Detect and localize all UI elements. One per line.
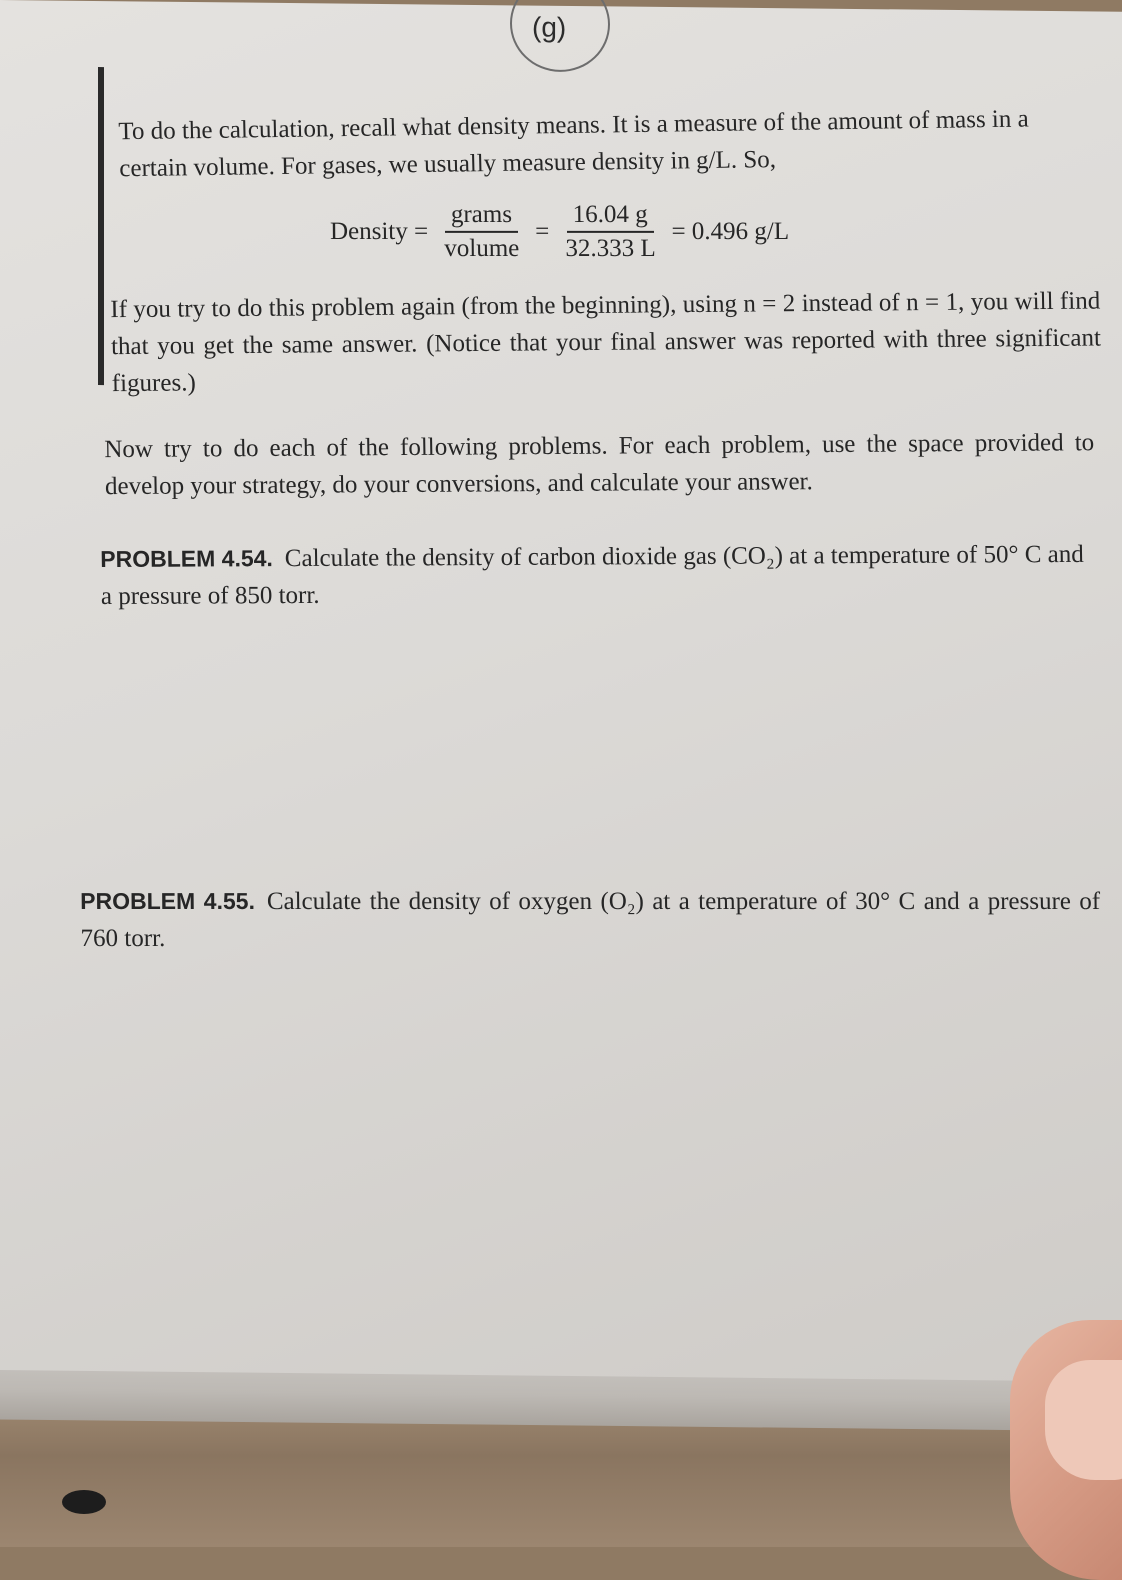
margin-bar xyxy=(98,67,104,385)
fraction-grams-volume xyxy=(438,201,526,263)
section-label: (g) xyxy=(532,11,567,43)
dark-spot xyxy=(62,1490,106,1514)
problem-4-55 xyxy=(80,883,1101,957)
fraction-denominator: volume xyxy=(444,234,520,262)
fraction-values xyxy=(559,201,662,263)
thumbnail-photo xyxy=(1045,1360,1122,1480)
fraction-numerator: 16.04 g xyxy=(567,201,654,233)
paragraph-instructions: Now try to do each of the following problems. For each problem, use the space provided to develop your strategy, do your conversions, and calculate your answer. xyxy=(104,429,1095,501)
formula-result: = 0.496 g/L xyxy=(671,217,790,245)
formula-equals: = xyxy=(534,217,550,245)
density-formula xyxy=(330,201,790,263)
fraction-numerator: grams xyxy=(445,201,518,233)
paragraph-density-intro: To do the calculation, recall what density means. It is a measure of the amount of mass in a certain volume. For gases, we usually measure density in g/L. So, xyxy=(118,105,1029,183)
paragraph-same-answer: If you try to do this problem again (from the beginning), using n = 2 instead of n = 1, you will find that you get the same answer. (Notice that your final answer was reported with three significant figures.) xyxy=(110,287,1102,398)
problem-text: Calculate the density of oxygen (O₂) at a temperature of 30° C and a pressure of 760 torr. xyxy=(80,887,1101,952)
problem-label: PROBLEM 4.54. xyxy=(100,545,274,573)
problem-label: PROBLEM 4.55. xyxy=(80,887,256,914)
formula-lhs: Density = xyxy=(329,217,429,245)
fraction-denominator: 32.333 L xyxy=(565,234,656,262)
problem-4-54 xyxy=(100,536,1101,615)
problem-text: Calculate the density of carbon dioxide gas (CO₂) at a temperature of 50° C and a pressure of 850 torr. xyxy=(100,540,1084,611)
